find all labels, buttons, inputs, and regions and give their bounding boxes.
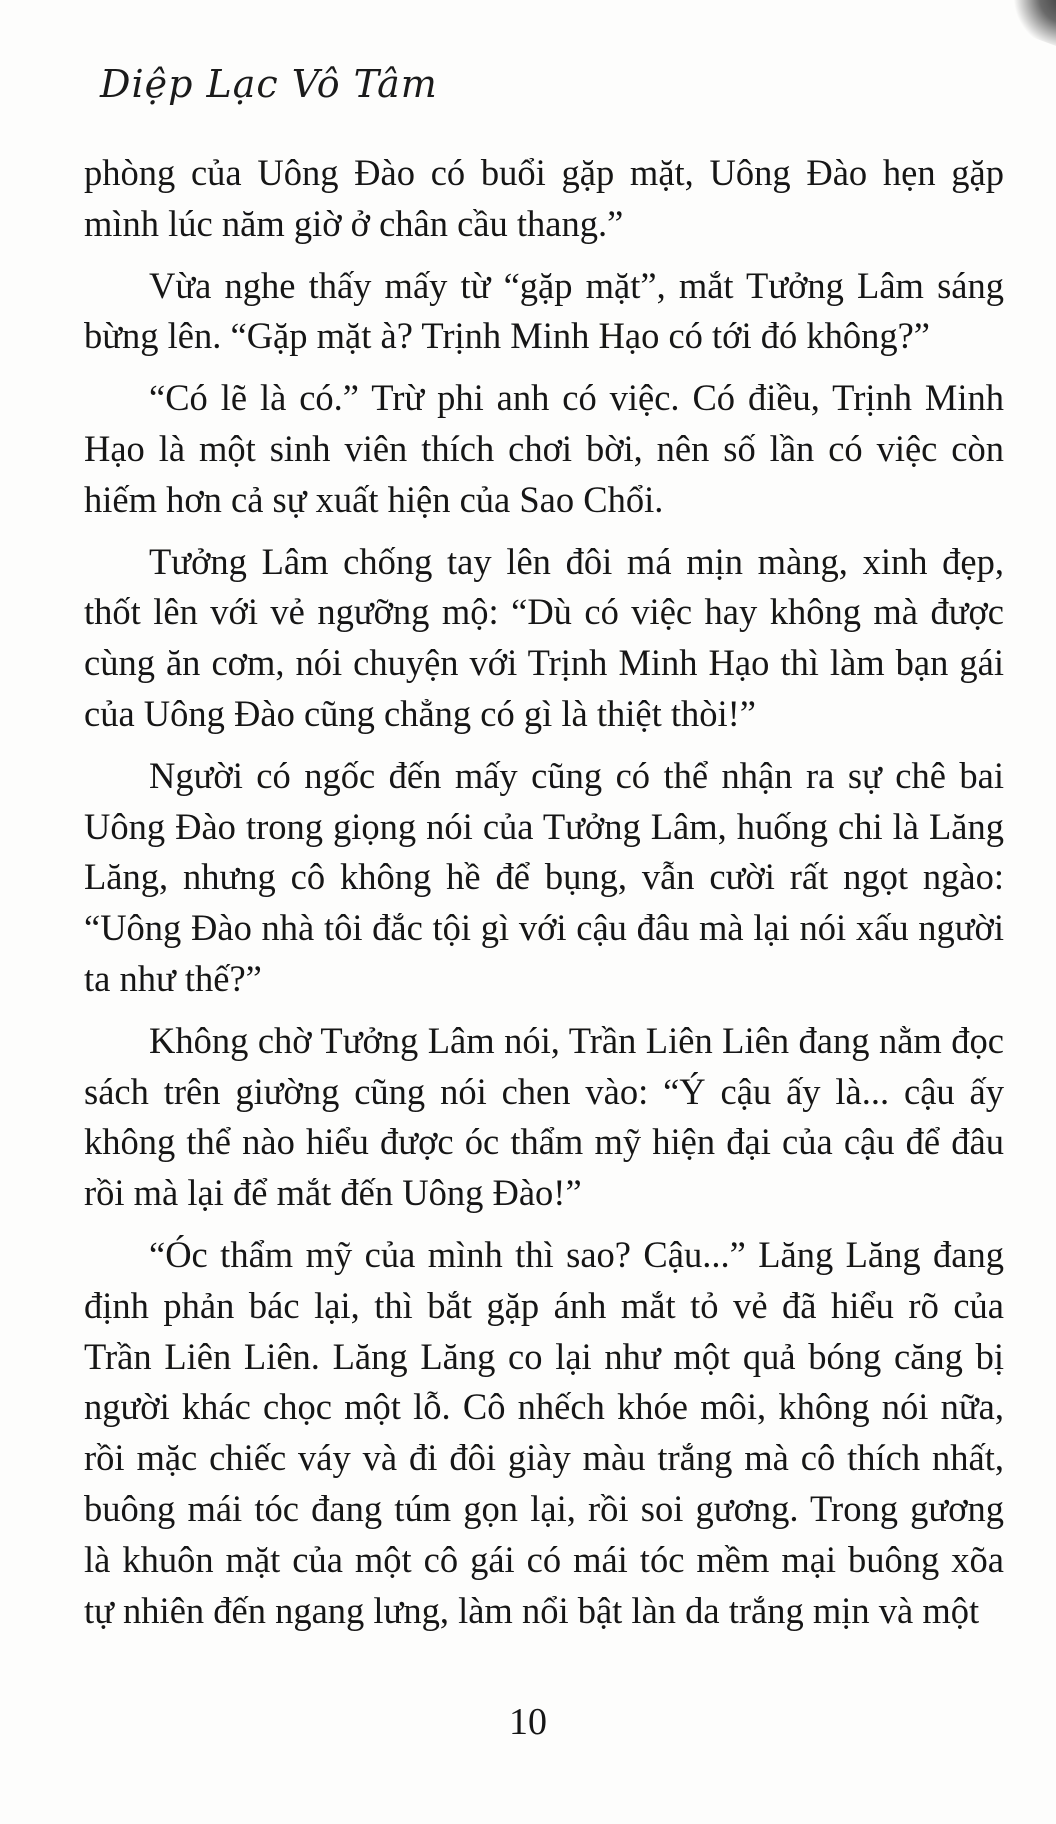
running-header: Diệp Lạc Vô Tâm xyxy=(100,62,438,106)
paragraph: phòng của Uông Đào có buổi gặp mặt, Uông Đào hẹn gặp mình lúc năm giờ ở chân cầu thang.” xyxy=(84,152,1004,244)
paragraph: “Óc thẩm mỹ của mình thì sao? Cậu...” Lăng Lăng đang định phản bác lại, thì bắt gặp ánh mắt tỏ vẻ đã hiểu rõ của Trần Liên Liên. Lăng Lăng co lại như một quả bóng căng bị người khác chọc một lỗ. Cô nhếch khóe môi, không nói nữa, rồi mặc chiếc váy và đi đôi giày màu trắng mà cô thích nhất, buông mái tóc đang túm gọn lại, rồi soi gương. Trong gương là khuôn mặt của một cô gái có mái tóc mềm mại buông xõa tự nhiên đến ngang lưng, làm nổi bật làn da trắng mịn và một xyxy=(84,1233,1004,1631)
paragraph: Không chờ Tưởng Lâm nói, Trần Liên Liên đang nằm đọc sách trên giường cũng nói chen vào: “Ý cậu ấy là... cậu ấy không thể nào hiểu được óc thẩm mỹ hiện đại của cậu để đâu rồi mà lại để mắt đến Uông Đào!” xyxy=(84,1019,1004,1214)
page-number: 10 xyxy=(509,1701,547,1743)
paragraph: Tưởng Lâm chống tay lên đôi má mịn màng, xinh đẹp, thốt lên với vẻ ngưỡng mộ: “Dù có việc hay không mà được cùng ăn cơm, nói chuyện với Trịnh Minh Hạo thì làm bạn gái của Uông Đào cũng chẳng có gì là thiệt thòi!” xyxy=(84,540,1004,734)
paragraph: “Có lẽ là có.” Trừ phi anh có việc. Có điều, Trịnh Minh Hạo là một sinh viên thích chơi bời, nên số lần có việc còn hiếm hơn cả sự xuất hiện của Sao Chổi. xyxy=(84,377,1004,520)
paragraph: Người có ngốc đến mấy cũng có thể nhận ra sự chê bai Uông Đào trong giọng nói của Tưởng Lâm, huống chi là Lăng Lăng, nhưng cô không hề để bụng, vẫn cười rất ngọt ngào: “Uông Đào nhà tôi đắc tội gì với cậu đâu mà lại nói xấu người ta như thế?” xyxy=(84,754,1004,999)
page-corner-shadow xyxy=(996,0,1056,52)
page-body xyxy=(84,148,1004,1647)
paragraph: Vừa nghe thấy mấy từ “gặp mặt”, mắt Tưởng Lâm sáng bừng lên. “Gặp mặt à? Trịnh Minh Hạo có tới đó không?” xyxy=(84,264,1004,357)
